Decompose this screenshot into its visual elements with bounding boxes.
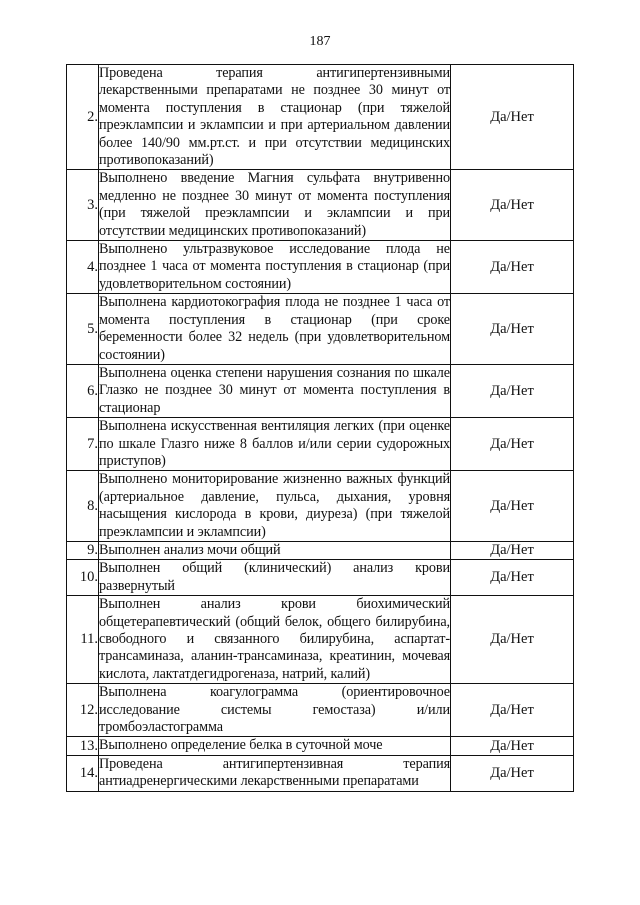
row-number: 8. (67, 471, 99, 542)
answer-cell: Да/Нет (451, 596, 574, 684)
row-number: 2. (67, 65, 99, 170)
row-number: 10. (67, 560, 99, 596)
row-number: 7. (67, 418, 99, 471)
criterion-text: Выполнена искусственная вентиляция легких (при оценке по шкале Глазго ниже 8 баллов и/или серии судорожных приступов) (99, 418, 450, 469)
answer-cell: Да/Нет (451, 737, 574, 755)
table-row (67, 364, 574, 417)
criterion-text: Выполнено ультразвуковое исследование плода не позднее 1 часа от момента поступления в стационар (при удовлетворительном состоянии) (99, 241, 450, 292)
answer-cell: Да/Нет (451, 418, 574, 471)
answer-cell: Да/Нет (451, 684, 574, 737)
criteria-rows (67, 65, 574, 792)
table-row (67, 241, 574, 294)
criterion-text: Выполнена оценка степени нарушения сознания по шкале Глазко не позднее 30 минут от момента поступления в стационар (99, 364, 450, 416)
row-number: 14. (67, 755, 99, 791)
answer-cell: Да/Нет (451, 364, 574, 417)
quality-criteria-table (66, 64, 574, 792)
answer-cell: Да/Нет (451, 294, 574, 365)
criterion-text: Проведена антигипертензивная терапия антиадренергическими лекарственными препаратами (99, 755, 450, 790)
table-row (67, 294, 574, 365)
table-row (67, 541, 574, 559)
table-row (67, 170, 574, 241)
criterion-text: Выполнено введение Магния сульфата внутривенно медленно не позднее 30 минут от момента поступления (при тяжелой преэклампсии и эклампсии и при отсутствии медицинских противопоказаний) (99, 170, 450, 239)
row-number: 5. (67, 294, 99, 365)
table-row (67, 684, 574, 737)
answer-cell: Да/Нет (451, 541, 574, 559)
row-number: 9. (67, 541, 99, 559)
row-number: 12. (67, 684, 99, 737)
table-row (67, 471, 574, 542)
answer-cell: Да/Нет (451, 65, 574, 170)
answer-cell: Да/Нет (451, 560, 574, 596)
answer-cell: Да/Нет (451, 471, 574, 542)
table-row (67, 737, 574, 755)
criterion-text: Выполнено определение белка в суточной моче (99, 737, 451, 755)
page-number: 187 (309, 34, 331, 49)
table-row (67, 755, 574, 791)
row-number: 11. (67, 596, 99, 684)
row-number: 4. (67, 241, 99, 294)
criterion-text: Выполнено мониторирование жизненно важных функций (артериальное давление, пульса, дыхания, уровня насыщения кислорода в крови, диуреза) (при тяжелой преэклампсии и эклампсии) (99, 471, 450, 540)
criterion-text: Выполнен анализ крови биохимический общетерапевтический (общий белок, общего билирубина, свободного и связанного билирубина, аспартат-трансаминаза, аланин-трансаминаза, креатинин, мочевая кислота, лактатдегидрогеназа, натрий, калий) (99, 596, 450, 682)
table-row (67, 560, 574, 596)
criterion-text: Проведена терапия антигипертензивными лекарственными препаратами не позднее 30 минут от момента поступления в стационар (при тяжелой преэклампсии и эклампсии и при артериальном давлении более 140/90 мм.рт.ст. и при отсутствии медицинских противопоказаний) (99, 65, 450, 169)
answer-cell: Да/Нет (451, 241, 574, 294)
table-row (67, 65, 574, 170)
row-number: 13. (67, 737, 99, 755)
table-row (67, 418, 574, 471)
criterion-text: Выполнен анализ мочи общий (99, 541, 451, 559)
answer-cell: Да/Нет (451, 755, 574, 791)
row-number: 3. (67, 170, 99, 241)
criterion-text: Выполнен общий (клинический) анализ крови развернутый (99, 560, 450, 594)
criterion-text: Выполнена кардиотокография плода не позднее 1 часа от момента поступления в стационар (при сроке беременности более 32 недель (при удовлетворительном состоянии) (99, 294, 450, 363)
answer-cell: Да/Нет (451, 170, 574, 241)
row-number: 6. (67, 364, 99, 417)
table-row (67, 596, 574, 684)
criterion-text: Выполнена коагулограмма (ориентировочное исследование системы гемостаза) и/или тромбоэластограмма (99, 684, 450, 736)
